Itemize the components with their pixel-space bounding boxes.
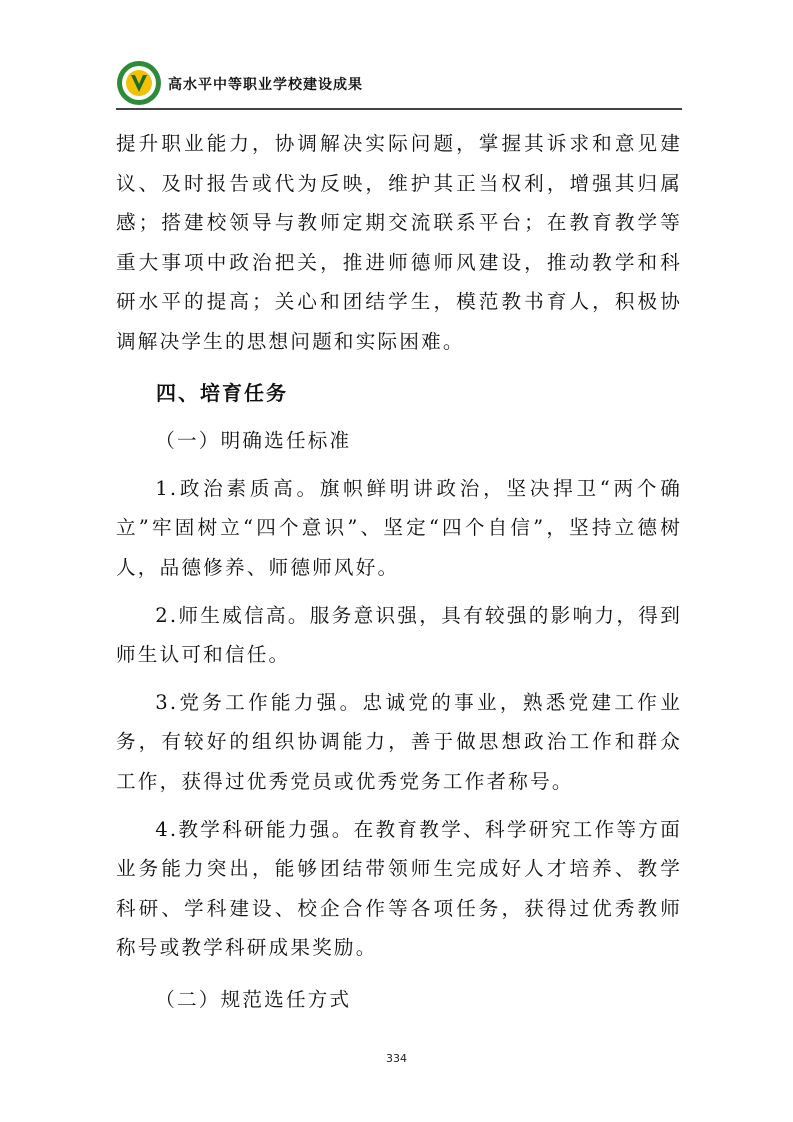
school-logo-icon [116, 60, 162, 106]
page-header [116, 60, 736, 108]
section-heading-4: 四、培育任务 [156, 380, 288, 405]
paragraph-continued: 提升职业能力，协调解决实际问题，掌握其诉求和意见建议、及时报告或代为反映，维护其正当权利，增强其归属感；搭建校领导与教师定期交流联系平台；在教育教学等重大事项中政治把关，推进师德师风建设，推动教学和科研水平的提高；关心和团结学生，模范教书育人，积极协调解决学生的思想问题和实际困难。 [116, 132, 682, 353]
header-title: 高水平中等职业学校建设成果 [168, 77, 363, 93]
header-divider [116, 108, 682, 110]
criteria-item-4: 4.教学科研能力强。在教育教学、科学研究工作等方面业务能力突出，能够团结带领师生完成好人才培养、教学科研、学科建设、校企合作等各项任务，获得过优秀教师称号或教学科研成果奖励。 [116, 817, 682, 960]
criteria-item-2: 2.师生威信高。服务意识强，具有较强的影响力，得到师生认可和信任。 [116, 603, 682, 667]
page-number: 334 [386, 1052, 407, 1065]
document-body [116, 124, 682, 1019]
subsection-heading-1: （一）明确选任标准 [155, 429, 352, 453]
criteria-item-3: 3.党务工作能力强。忠诚党的事业，熟悉党建工作业务，有较好的组织协调能力，善于做思想政治工作和群众工作，获得过优秀党员或优秀党务工作者称号。 [116, 690, 682, 793]
criteria-item-1: 1.政治素质高。旗帜鲜明讲政治，坚决捍卫“两个确立”牢固树立“四个意识”、坚定“四个自信”，坚持立德树人，品德修养、师德师风好。 [116, 476, 682, 579]
subsection-heading-2: （二）规范选任方式 [155, 987, 352, 1011]
